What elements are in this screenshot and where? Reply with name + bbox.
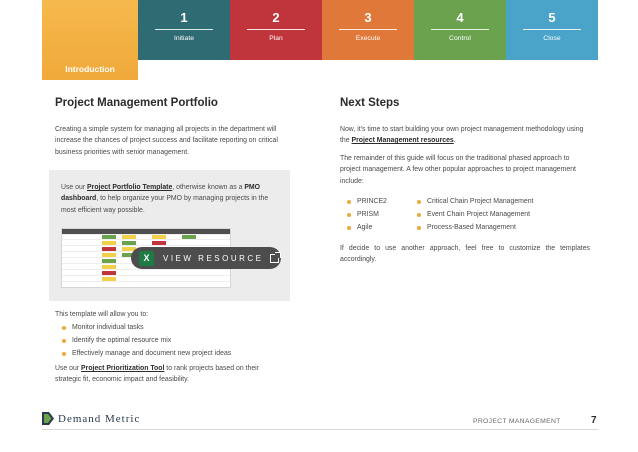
phase-divider <box>523 29 580 30</box>
list-item: Identify the optimal resource mix <box>62 334 292 347</box>
phase-name: Control <box>449 35 471 42</box>
pmo-dashboard-label: PMO dashboard <box>61 184 261 203</box>
resource-text <box>61 182 281 216</box>
phase-number: 2 <box>272 10 280 25</box>
view-resource-label: VIEW RESOURCE <box>163 253 264 263</box>
phase-initiate <box>138 0 230 60</box>
template-benefits-list <box>62 321 292 360</box>
phase-name: Execute <box>355 35 381 42</box>
approaches-list-2 <box>417 195 592 234</box>
logo-mark-icon <box>42 412 54 425</box>
project-management-resources-link[interactable]: Project Management resources <box>351 137 454 145</box>
footer-title: PROJECT MANAGEMENT <box>473 418 561 425</box>
list-item: Process-Based Management <box>417 221 592 234</box>
phase-control <box>414 0 506 60</box>
phase-plan <box>230 0 322 60</box>
demand-metric-logo <box>42 412 140 425</box>
phase-divider <box>155 29 212 30</box>
project-portfolio-template-link[interactable]: Project Portfolio Template <box>87 184 173 191</box>
phase-number: 5 <box>548 10 556 25</box>
list-item: Critical Chain Project Management <box>417 195 592 208</box>
footer-divider <box>42 429 598 430</box>
next-steps-p1 <box>340 124 590 147</box>
resource-text-part: , otherwise known as a <box>172 184 245 191</box>
closing-text-part: to rank projects based on their strategic fit, economic impact and feasibility. <box>55 365 259 384</box>
project-prioritization-tool-link[interactable]: Project Prioritization Tool <box>81 365 165 372</box>
resource-text-part: Use our <box>61 184 88 191</box>
logo-text: Demand Metric <box>58 412 141 425</box>
left-heading: Project Management Portfolio <box>55 97 218 109</box>
resource-text-part: , to help organize your PMO by managing projects in the most efficient way possible. <box>61 195 269 214</box>
page-number: 7 <box>591 415 597 426</box>
list-item: Agile <box>347 221 427 234</box>
left-intro: Creating a simple system for managing all projects in the department will increase the chances of project success and facilitate reporting on critical business priorities with senior management. <box>55 126 278 156</box>
phase-divider <box>247 29 304 30</box>
phase-name: Plan <box>269 35 283 42</box>
view-resource-button[interactable] <box>131 247 281 269</box>
closing-text-part: Use our <box>55 365 82 372</box>
next-steps-p2: The remainder of this guide will focus on the traditional phased approach to project management. A few other popular approaches to project management include: <box>340 155 576 185</box>
phase-number: 4 <box>456 10 464 25</box>
phase-execute <box>322 0 414 60</box>
phase-name: Initiate <box>173 35 195 42</box>
introduction-tab <box>42 0 138 80</box>
next-steps-p3: If decide to use another approach, feel free to customize the templates accordingly. <box>340 245 590 264</box>
phase-number: 1 <box>180 10 188 25</box>
next-steps-p1-part: Now, it's time to start building your own project management methodology using the <box>340 126 584 145</box>
closing-text <box>55 363 280 386</box>
resource-box <box>49 170 290 301</box>
list-item: Monitor individual tasks <box>62 321 292 334</box>
list-item: PRISM <box>347 208 427 221</box>
phase-divider <box>339 29 396 30</box>
list-item: Effectively manage and document new project ideas <box>62 347 292 360</box>
phase-divider <box>431 29 488 30</box>
external-link-icon <box>270 254 279 263</box>
list-item: PRINCE2 <box>347 195 427 208</box>
approaches-list-1 <box>347 195 427 234</box>
phase-name: Close <box>543 35 561 42</box>
phase-number: 3 <box>364 10 372 25</box>
phase-bar <box>138 0 598 60</box>
excel-icon: X <box>139 251 154 266</box>
allows-text: This template will allow you to: <box>55 311 149 318</box>
right-heading: Next Steps <box>340 97 400 109</box>
phase-close <box>506 0 598 60</box>
section-label: Introduction <box>65 64 115 74</box>
list-item: Event Chain Project Management <box>417 208 592 221</box>
next-steps-p1-part: . <box>453 137 456 145</box>
